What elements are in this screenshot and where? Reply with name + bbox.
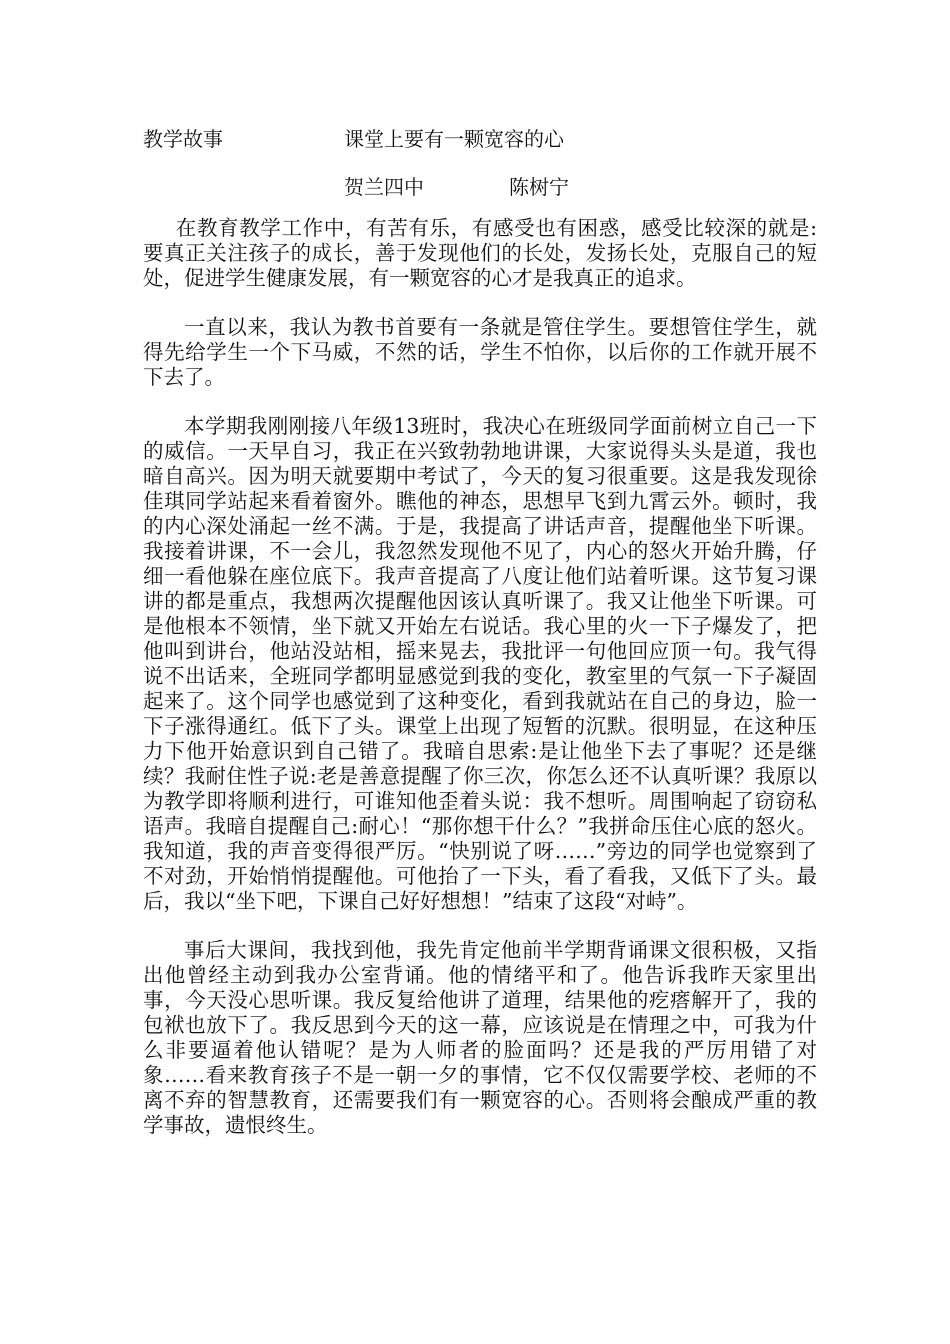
paragraph-2: 一直以来，我认为教书首要有一条就是管住学生。要想管住学生，就得先给学生一个下马威，不然的话，学生不怕你，以后你的工作就开展不下去了。 [143, 315, 817, 389]
paragraph-3: 本学期我刚刚接八年级13班时，我决心在班级同学面前树立自己一下的威信。一天早自习，我正在兴致勃勃地讲课，大家说得头头是道，我也暗自高兴。因为明天就要期中考试了，今天的复习很重要。这是我发现徐佳琪同学站起来看着窗外。瞧他的神态，思想早飞到九霄云外。顿时，我的内心深处涌起一丝不满。于是，我提高了讲话声音，提醒他坐下听课。我接着讲课，不一会儿，我忽然发现他不见了，内心的怒火开始升腾，仔细一看他躲在座位底下。我声音提高了八度让他们站着听课。这节复习课讲的都是重点，我想两次提醒他因该认真听课了。我又让他坐下听课。可是他根本不领情，坐下就又开始左右说话。我心里的火一下子爆发了，把他叫到讲台，他站没站相，摇来晃去，我批评一句他回应顶一句。我气得说不出话来，全班同学都明显感觉到我的变化，教室里的气氛一下子凝固起来了。这个同学也感觉到了这种变化，看到我就站在自己的身边，脸一下子涨得通红。低下了头。课堂上出现了短暂的沉默。很明显，在这种压力下他开始意识到自己错了。我暗自思索:是让他坐下去了事呢？还是继续？我耐住性子说:老是善意提醒了你三次，你怎么还不认真听课？我原以为教学即将顺利进行，可谁知他歪着头说：我不想听。周围响起了窃窃私语声。我暗自提醒自己:耐心！“那你想干什么？”我拼命压住心底的怒火。我知道，我的声音变得很严厉。“快别说了呀……”旁边的同学也觉察到了不对劲，开始悄悄提醒他。可他抬了一下头，看了看我，又低下了头。最后，我以“坐下吧，下课自己好好想想！”结束了这段“对峙”。 [143, 414, 817, 913]
page-title: 课堂上要有一颗宽容的心 [344, 127, 564, 151]
story-category-label: 教学故事 [143, 127, 223, 151]
paragraph-1: 在教育教学工作中，有苦有乐，有感受也有困惑，感受比较深的就是:要真正关注孩子的成长，善于发现他们的长处，发扬长处，克服自己的短处，促进学生健康发展，有一颗宽容的心才是我真正的追求。 [143, 216, 817, 290]
title-row [143, 124, 843, 154]
author-row [344, 172, 744, 202]
school-name: 贺兰四中 [344, 175, 424, 199]
author-name: 陈树宁 [509, 175, 569, 199]
paragraph-4: 事后大课间，我找到他，我先肯定他前半学期背诵课文很积极，又指出他曾经主动到我办公室背诵。他的情绪平和了。他告诉我昨天家里出事，今天没心思听课。我反复给他讲了道理，结果他的疙瘩解开了，我的包袱也放下了。我反思到今天的这一幕，应该说是在情理之中，可我为什么非要逼着他认错呢？是为人师者的脸面吗？还是我的严厉用错了对象……看来教育孩子不是一朝一夕的事情，它不仅仅需要学校、老师的不离不弃的智慧教育，还需要我们有一颗宽容的心。否则将会酿成严重的教学事故，遗恨终生。 [143, 938, 817, 1137]
article-body [143, 216, 817, 1162]
